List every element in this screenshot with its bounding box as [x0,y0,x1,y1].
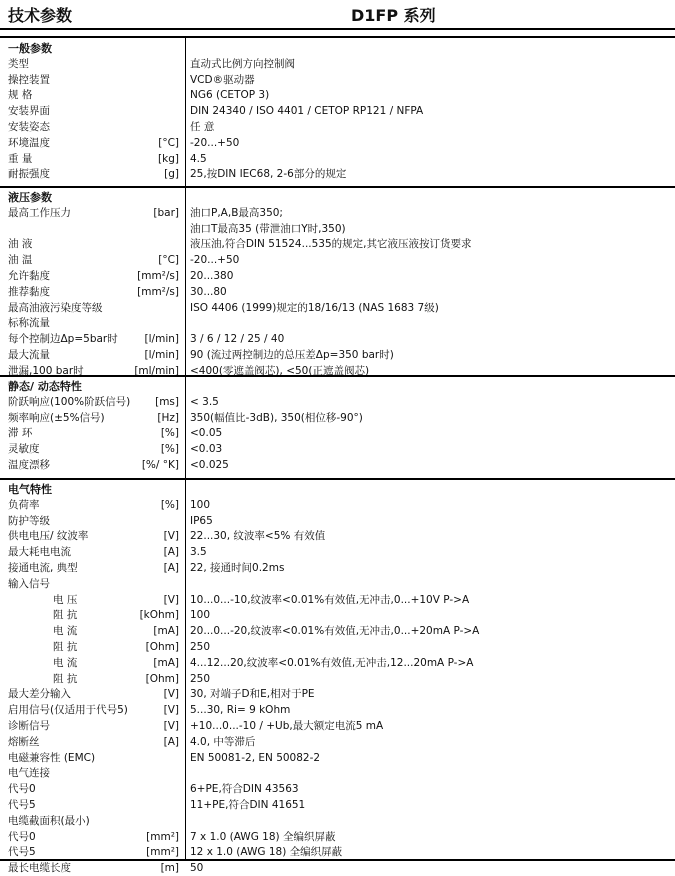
spec-unit: [V] [163,704,179,717]
spec-value: 4...12...20,纹波率<0.01%有效值,无冲击,12...20mA P->A [190,656,474,669]
spec-unit: [mm²/s] [137,285,179,298]
spec-value: 4.5 [190,152,207,165]
spec-row [0,167,675,182]
spec-label: 最大耗电电流 [8,546,71,559]
spec-unit: [Hz] [157,411,179,424]
spec-label: 电 流 [53,625,78,638]
spec-row [0,672,675,687]
spec-value: 25,按DIN IEC68, 2-6部分的规定 [190,168,347,181]
spec-label: 最大流量 [8,349,50,361]
spec-label: 温度漂移 [8,459,50,471]
spec-unit: [g] [164,168,179,181]
spec-value: IP65 [190,514,213,527]
spec-unit: [V] [163,593,179,606]
spec-unit: [bar] [153,206,179,219]
spec-unit: [A] [163,735,179,748]
spec-row [0,703,675,718]
spec-row [0,561,675,576]
section-heading [0,41,675,56]
spec-value: VCD®驱动器 [190,73,255,86]
spec-row [0,458,675,473]
section-divider [0,186,675,188]
spec-label: 供电电压/ 纹波率 [8,530,89,543]
spec-unit: [V] [163,688,179,701]
spec-row [0,395,675,410]
spec-label: 防护等级 [8,514,50,527]
section-heading [0,190,675,205]
spec-label: 诊断信号 [8,720,50,732]
spec-value: 任 意 [190,121,215,133]
spec-row [0,766,675,781]
page-header [0,0,675,30]
spec-row [0,411,675,426]
spec-row [0,348,675,363]
spec-unit: [%/ °K] [141,459,179,471]
spec-value: 10...0...-10,纹波率<0.01%有效值,无冲击,0...+10V P->A [190,593,470,606]
spec-value: <0.03 [190,443,223,456]
spec-row [0,442,675,457]
spec-value: 30, 对端子D和E,相对于PE [190,688,315,701]
spec-label: 代号5 [8,799,36,811]
spec-label: 阻 抗 [53,609,78,622]
spec-row [0,529,675,544]
spec-unit: [mA] [153,625,179,638]
spec-value: 22...30, 纹波率<5% 有效值 [190,530,326,543]
spec-value: 30...80 [190,285,227,298]
spec-row [0,719,675,734]
spec-value: DIN 24340 / ISO 4401 / CETOP RP121 / NFPA [190,105,424,118]
spec-label: 最高油液污染度等级 [8,301,103,314]
spec-label: 电 流 [53,656,78,669]
spec-unit: [mm²] [146,846,179,859]
spec-row [0,136,675,151]
spec-value: 油口P,A,B最高350; [190,206,283,219]
spec-unit: [%] [160,427,179,440]
spec-label: 油 液 [8,238,33,251]
spec-row [0,73,675,88]
spec-unit: [A] [163,546,179,559]
spec-label: 允许黏度 [8,270,50,282]
spec-label: 安装姿态 [8,121,50,133]
spec-value: 直动式比例方向控制阀 [190,57,295,70]
spec-value: 7 x 1.0 (AWG 18) 全编织屏蔽 [190,830,336,843]
spec-row [0,426,675,441]
spec-row [0,152,675,167]
spec-row [0,735,675,750]
product-series-title: D1FP 系列 [351,6,436,25]
spec-label: 电气连接 [8,767,50,780]
spec-value: < 3.5 [190,395,219,408]
spec-value: 4.0, 中等滞后 [190,735,256,748]
spec-unit: [V] [163,720,179,732]
spec-value: -20...+50 [190,136,240,149]
spec-value: <0.025 [190,459,229,471]
spec-label: 代号0 [8,830,36,843]
spec-row [0,285,675,300]
spec-label: 最大差分输入 [8,688,71,701]
spec-unit: [l/min] [144,349,179,361]
spec-value: 350(幅值比-3dB), 350(相位移-90°) [190,411,363,424]
spec-value: 20...0...-20,纹波率<0.01%有效值,无冲击,0...+20mA P->A [190,625,480,638]
section-heading [0,482,675,497]
spec-value: 22, 接通时间0.2ms [190,562,285,574]
spec-row [0,104,675,119]
spec-label: 规 格 [8,89,33,102]
table-top-rule [0,36,675,38]
spec-row [0,237,675,252]
spec-label: 每个控制边Δp=5bar时 [8,333,118,346]
section-title: 静态/ 动态特性 [8,380,82,393]
spec-label: 推荐黏度 [8,285,50,298]
table-bottom-rule [0,859,675,861]
spec-label: 启用信号(仅适用于代号5) [8,704,128,717]
spec-unit: [mm²] [146,830,179,843]
spec-value: 20...380 [190,270,234,282]
spec-label: 类型 [8,57,29,70]
spec-label: 耐振强度 [8,168,50,181]
page-title: 技术参数 [8,6,73,25]
spec-unit: [ml/min] [134,364,179,377]
spec-unit: [°C] [158,136,179,149]
spec-value: 油口T最高35 (带泄油口Y时,350) [190,222,346,235]
spec-unit: [m] [160,862,179,875]
spec-label: 输入信号 [8,577,50,590]
spec-value: 90 (流过两控制边的总压差Δp=350 bar时) [190,349,394,361]
spec-row [0,782,675,797]
spec-unit: [V] [163,530,179,543]
spec-row [0,640,675,655]
spec-value: 3 / 6 / 12 / 25 / 40 [190,333,285,346]
spec-value: 50 [190,862,204,875]
spec-row [0,301,675,316]
spec-value: +10...0...-10 / +Ub,最大额定电流5 mA [190,720,384,732]
spec-label: 电磁兼容性 (EMC) [8,751,96,764]
spec-unit: [Ohm] [145,641,179,653]
spec-value: -20...+50 [190,254,240,267]
spec-label: 代号5 [8,846,36,859]
spec-row [0,332,675,347]
spec-value: 11+PE,符合DIN 41651 [190,799,306,811]
spec-unit: [ms] [155,395,179,408]
spec-row [0,593,675,608]
spec-row [0,861,675,876]
section-divider [0,478,675,480]
spec-row [0,120,675,135]
spec-unit: [°C] [158,254,179,267]
spec-label: 滞 环 [8,427,33,440]
section-title: 液压参数 [8,191,52,204]
spec-row [0,798,675,813]
spec-row [0,830,675,845]
spec-label: 环境温度 [8,136,50,149]
spec-unit: [kg] [158,152,179,165]
spec-row [0,577,675,592]
spec-label: 操控装置 [8,73,50,86]
spec-value: ISO 4406 (1999)规定的18/16/13 (NAS 1683 7级) [190,301,439,314]
section-title: 电气特性 [8,483,52,496]
spec-label: 重 量 [8,152,33,165]
spec-row [0,222,675,237]
spec-row [0,253,675,268]
spec-value: 3.5 [190,546,207,559]
spec-unit: [kOhm] [139,609,179,622]
spec-value: 12 x 1.0 (AWG 18) 全编织屏蔽 [190,846,343,859]
spec-label: 阶跃响应(100%阶跃信号) [8,395,131,408]
spec-value: <400(零遮盖阀芯), <50(正遮盖阀芯) [190,364,370,377]
spec-unit: [A] [163,562,179,574]
spec-label: 负荷率 [8,498,40,511]
spec-value: 5...30, Ri= 9 kOhm [190,704,291,717]
spec-value: EN 50081-2, EN 50082-2 [190,751,321,764]
spec-row [0,206,675,221]
spec-label: 最长电缆长度 [8,862,71,875]
spec-row [0,608,675,623]
spec-label: 灵敏度 [8,443,40,456]
spec-unit: [%] [160,498,179,511]
spec-value: 100 [190,609,211,622]
spec-label: 电 压 [53,593,78,606]
spec-row [0,624,675,639]
spec-value: 液压油,符合DIN 51524...535的规定,其它液压液按订货要求 [190,238,472,251]
spec-row [0,751,675,766]
section-divider [0,375,675,377]
spec-row [0,57,675,72]
spec-unit: [%] [160,443,179,456]
spec-unit: [l/min] [144,333,179,346]
spec-row [0,316,675,331]
spec-unit: [Ohm] [145,672,179,685]
spec-label: 阻 抗 [53,641,78,653]
spec-value: 6+PE,符合DIN 43563 [190,783,299,796]
spec-label: 最高工作压力 [8,206,71,219]
spec-value: 250 [190,641,211,653]
header-rule [0,28,675,30]
spec-label: 代号0 [8,783,36,796]
spec-row [0,514,675,529]
spec-row [0,88,675,103]
spec-row [0,656,675,671]
spec-label: 安装界面 [8,105,50,118]
spec-label: 泄漏,100 bar时 [8,364,84,377]
spec-row [0,687,675,702]
spec-label: 熔断丝 [8,735,40,748]
spec-label: 油 温 [8,254,33,267]
spec-value: 100 [190,498,211,511]
spec-row [0,545,675,560]
spec-value: <0.05 [190,427,223,440]
spec-unit: [mA] [153,656,179,669]
section-title: 一般参数 [8,42,52,55]
spec-label: 接通电流, 典型 [8,562,78,574]
spec-row [0,814,675,829]
section-heading [0,379,675,394]
spec-unit: [mm²/s] [137,270,179,282]
spec-row [0,498,675,513]
spec-label: 电缆截面积(最小) [8,814,90,827]
spec-row [0,269,675,284]
spec-label: 阻 抗 [53,672,78,685]
spec-value: NG6 (CETOP 3) [190,89,270,102]
spec-label: 标称流量 [8,317,50,330]
spec-value: 250 [190,672,211,685]
spec-label: 频率响应(±5%信号) [8,411,105,424]
